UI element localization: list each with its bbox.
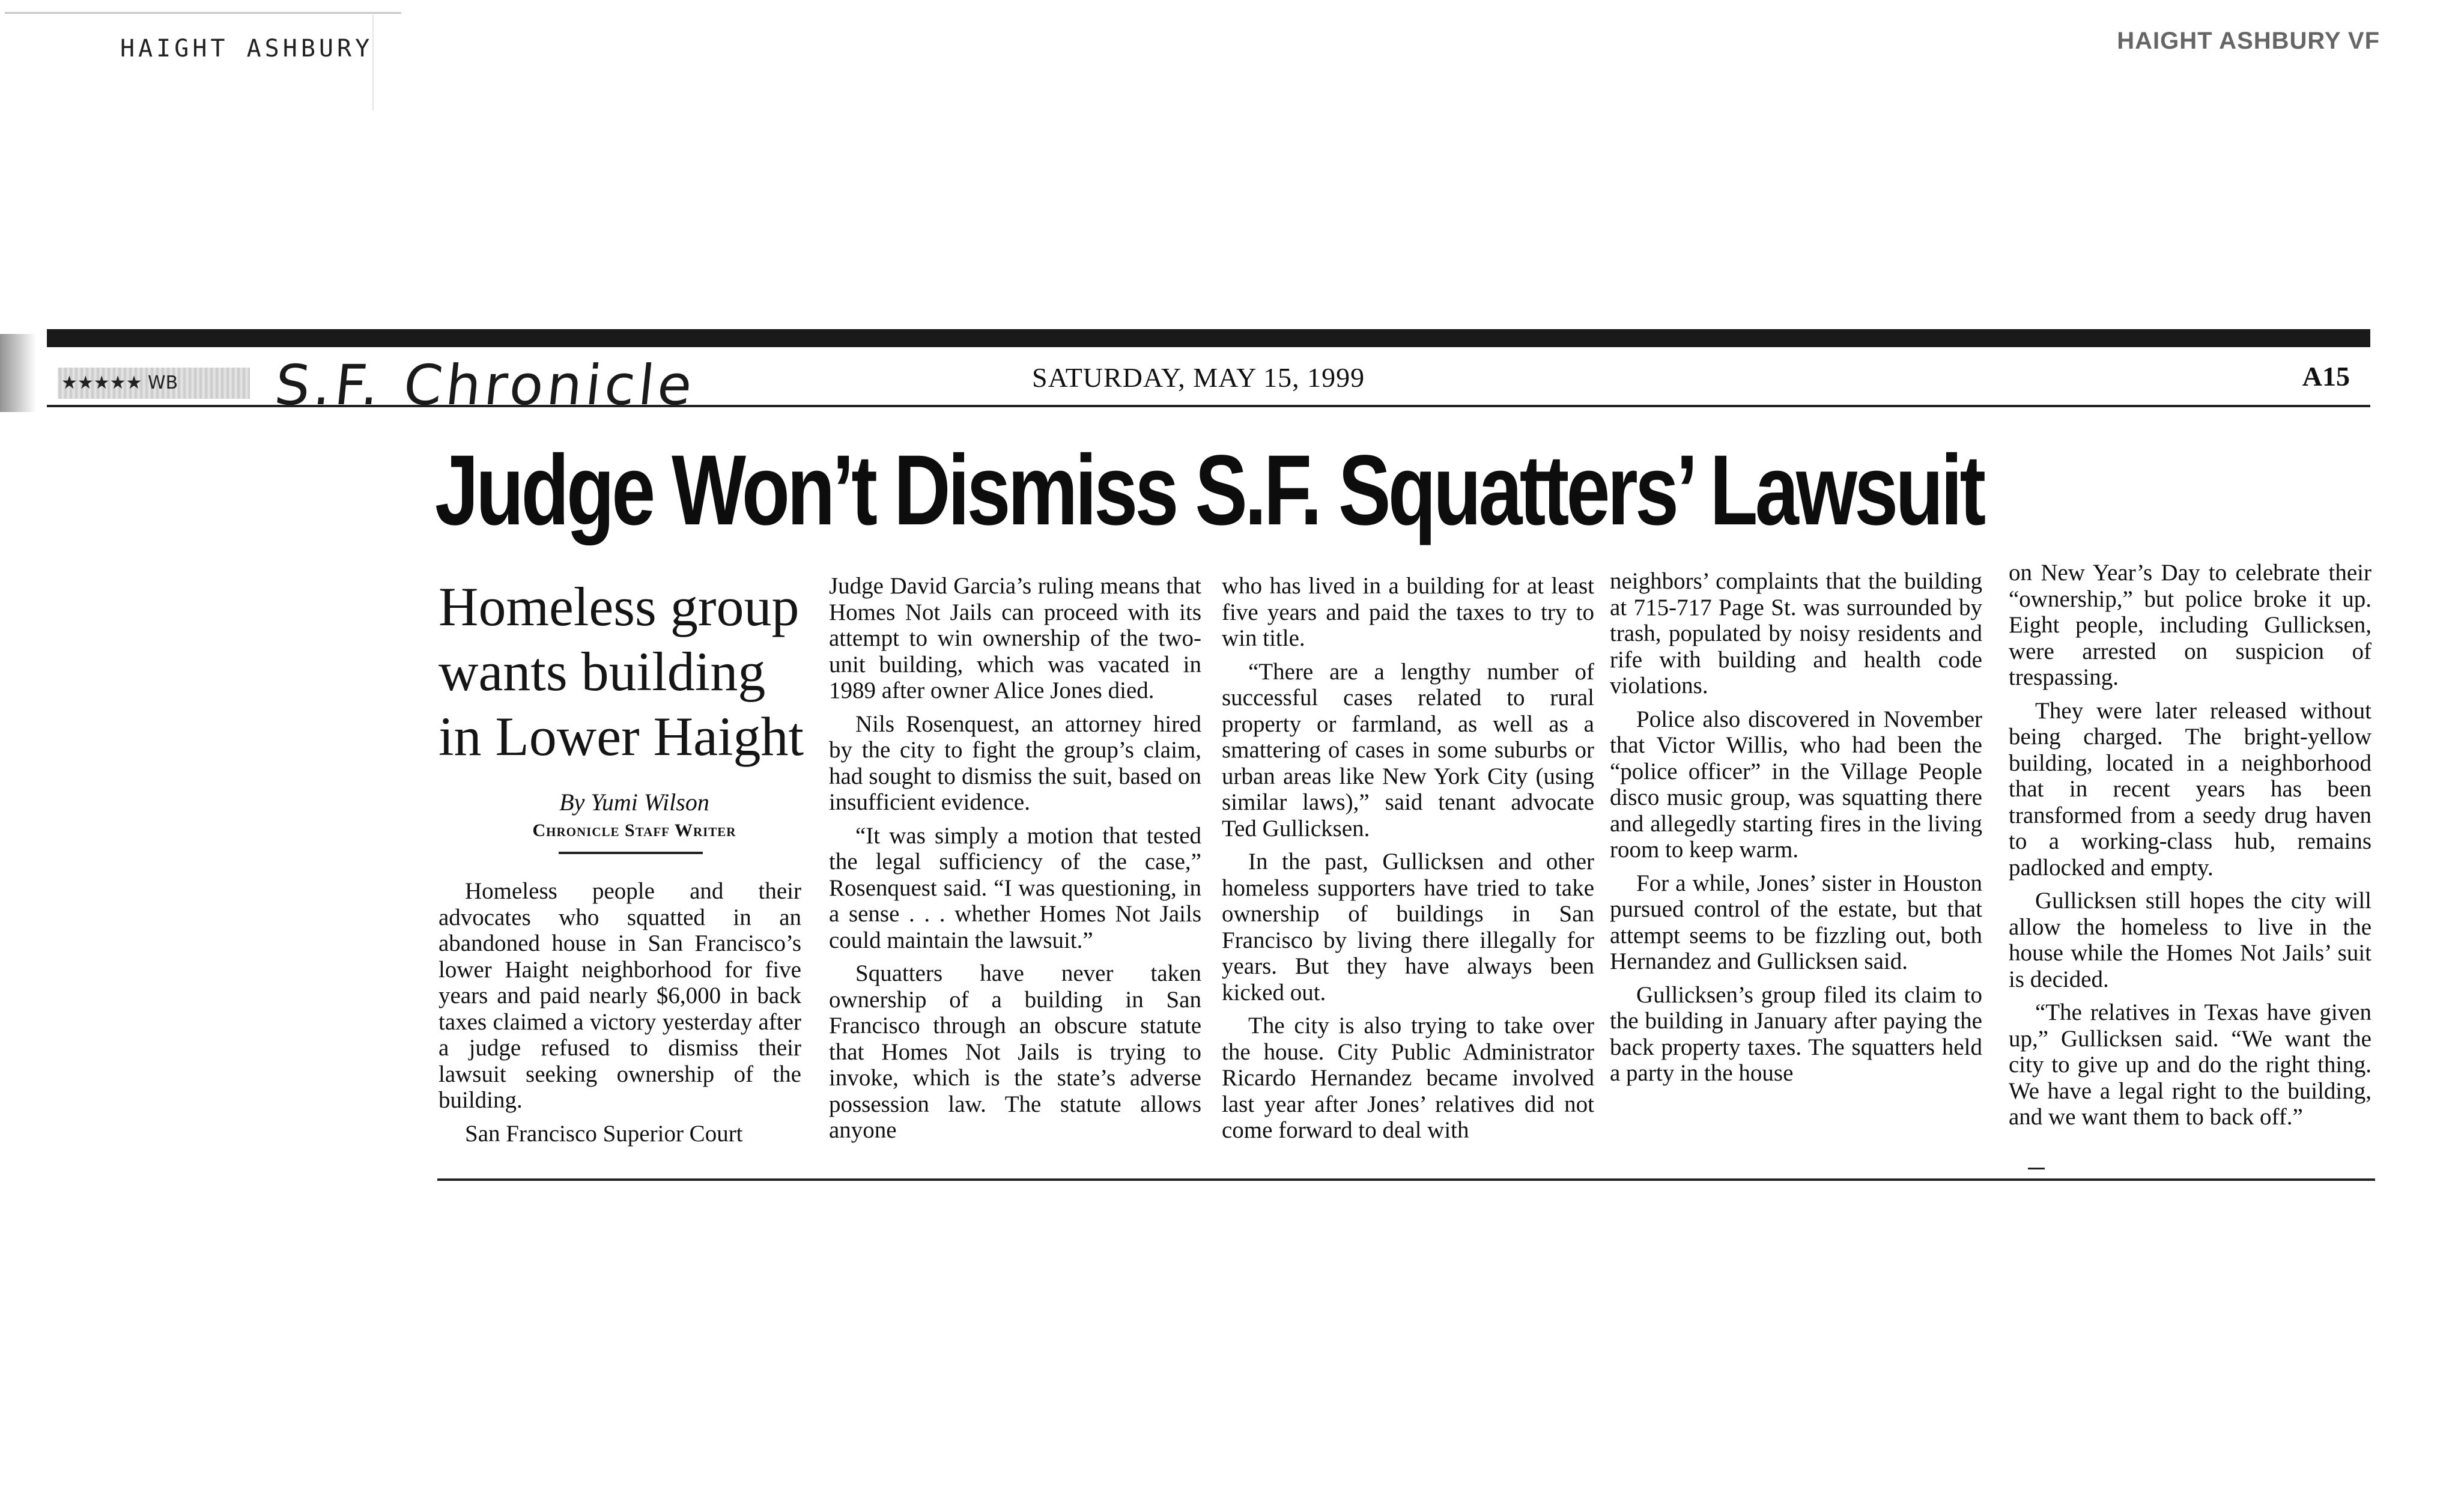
article-column-2 (829, 573, 1201, 1144)
paragraph: For a while, Jones’ sister in Houston pursued control of the estate, but that attempt seems to be fizzling out, both Hernandez and Gullicksen said. (1610, 870, 1982, 974)
handwritten-source-note: S.F. Chronicle (272, 353, 699, 417)
byline-role: Chronicle Staff Writer (532, 820, 736, 840)
byline: By Yumi Wilson (559, 789, 709, 816)
masthead (47, 353, 2370, 417)
paragraph: They were later released without being charged. The bright-yellow building, located in a neighborhood that in recent years has been transformed from a seedy drug haven to a working-class hub, remains padlocked and empty. (2009, 697, 2371, 881)
masthead-top-rule (47, 329, 2370, 347)
file-label: HAIGHT ASHBURY VF (2117, 28, 2380, 54)
bottom-tick-mark (2028, 1168, 2045, 1169)
paragraph: neighbors’ complaints that the building at 715-717 Page St. was surrounded by trash, populated by noisy residents and rife with building and health code violations. (1610, 568, 1982, 699)
paragraph: The city is also trying to take over the house. City Public Administrator Ricardo Hernandez became involved last year after Jones’ relatives did not come forward to deal with (1222, 1013, 1594, 1143)
paragraph: “The relatives in Texas have given up,” Gullicksen said. “We want the city to give up and do the right thing. We have a legal right to the building, and we want them to back off.” (2009, 999, 2371, 1130)
paragraph: who has lived in a building for at least five years and paid the taxes to try to win title. (1222, 573, 1594, 651)
paragraph: Police also discovered in November that Victor Willis, who had been the “police officer” in the Village People disco music group, was squatting there and allegedly starting fires in the living room to keep warm. (1610, 706, 1982, 863)
article-column-3 (1222, 573, 1594, 1144)
clipping-label-border (5, 12, 401, 14)
paragraph: “It was simply a motion that tested the legal sufficiency of the case,” Rosenquest said. “I was questioning, in a sense . . . whether Homes Not Jails could maintain the lawsuit.” (829, 822, 1201, 953)
paragraph: Nils Rosenquest, an attorney hired by the city to fight the group’s claim, had sought to dismiss the suit, based on insufficient evidence. (829, 711, 1201, 815)
article-headline: Judge Won’t Dismiss S.F. Squatters’ Lawsuit (435, 435, 1983, 546)
paragraph: Judge David Garcia’s ruling means that Homes Not Jails can proceed with its attempt to win ownership of the two-unit building, which was vacated in 1989 after owner Alice Jones died. (829, 573, 1201, 703)
paragraph: San Francisco Superior Court (465, 1120, 743, 1147)
paragraph: In the past, Gullicksen and other homeless supporters have tried to take ownership of buildings in San Francisco by living there illegally for years. But they have always been kicked out. (1222, 849, 1594, 1005)
byline-rule (559, 852, 703, 854)
clipping-label: HAIGHT ASHBURY (120, 35, 374, 62)
paragraph: Homeless people and their advocates who squatted in an abandoned house in San Francisco’s lower Haight neighborhood for five years and paid nearly $6,000 in back taxes claimed a victory yesterday after a judge refused to dismiss their lawsuit seeking ownership of the building. (438, 878, 801, 1113)
scan-edge-smudge (0, 334, 36, 412)
paragraph: on New Year’s Day to celebrate their “ownership,” but police broke it up. Eight people, including Gullicksen, were arrested on suspicion of trespassing. (2009, 560, 2371, 690)
article-column-4 (1610, 568, 1982, 1087)
clipping-label-edge (372, 14, 374, 111)
paragraph: Gullicksen still hopes the city will allow the homeless to live in the house while the Homes Not Jails’ suit is decided. (2009, 888, 2371, 992)
edition-stars: ★★★★★ WB (61, 372, 178, 393)
article-column-1 (438, 878, 801, 1147)
publication-date: SATURDAY, MAY 15, 1999 (1032, 362, 1365, 393)
masthead-rule (47, 405, 2370, 407)
paragraph: Gullicksen’s group filed its claim to the building in January after paying the back property taxes. The squatters held a party in the house (1610, 981, 1982, 1086)
article-column-5 (2009, 560, 2371, 1130)
page-number: A15 (2302, 361, 2350, 392)
article-deck: Homeless group wants building in Lower Haight (438, 576, 804, 767)
article-bottom-rule (437, 1178, 2375, 1181)
paragraph: “There are a lengthy number of successful cases related to rural property or farmland, as well as a smattering of cases in some suburbs or urban areas like New York City (using similar laws),” said tenant advocate Ted Gullicksen. (1222, 658, 1594, 841)
paragraph: Squatters have never taken ownership of a building in San Francisco through an obscure statute that Homes Not Jails is trying to invoke, which is the state’s adverse possession law. The statute allows anyone (829, 960, 1201, 1143)
